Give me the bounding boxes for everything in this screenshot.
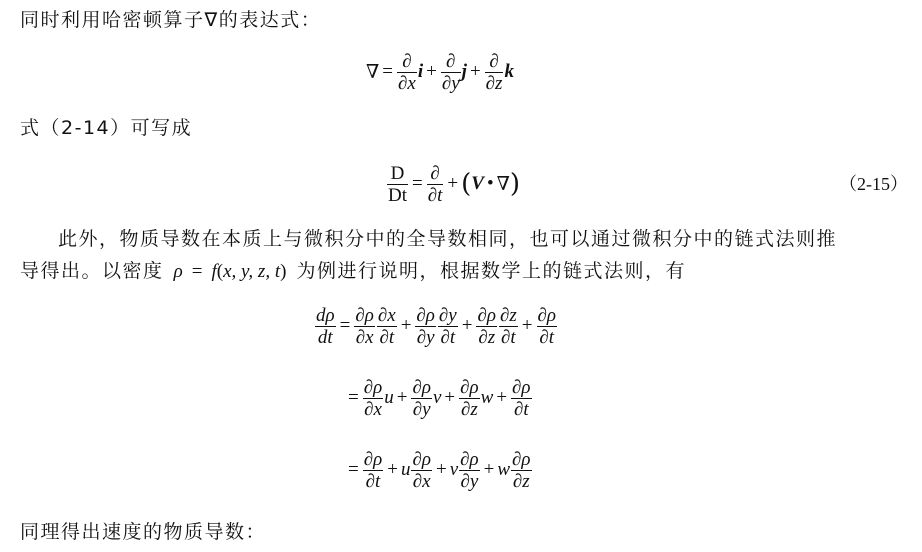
- unit-vector-j: j: [461, 61, 467, 82]
- equation-number: （2-15）: [839, 174, 908, 194]
- fraction-d-dy: $\frac{\partial}{\partial y}$: [441, 50, 460, 94]
- closing-text: 同理得出速度的物质导数：: [20, 521, 267, 543]
- density-function: f: [211, 261, 217, 282]
- fraction-d-dt: $\frac{\partial}{\partial t}$: [427, 162, 443, 206]
- chain-rule-line-2: = $\frac{\partial\rho}{\partial x}$ u + $\frac{\partial\rho}{\partial y}$ v + $\frac{\partial\rho}{\partial z}$ w + $\frac{\partial\rho}{\partial t}$: [348, 376, 531, 420]
- fraction-d-dz: $\frac{\partial}{\partial z}$: [485, 50, 503, 94]
- paragraph-line-2: 导得出。以密度 ρ = f(x, y, z, t) 为例进行说明，根据数学上的链式法则，有: [20, 260, 686, 282]
- velocity-vector: V: [471, 173, 484, 194]
- material-derivative-operator-equation: $\frac{D}{Dt}$ = $\frac{\partial}{\partial t}$ + ( V • ∇ ): [388, 162, 521, 206]
- unit-vector-k: k: [504, 61, 514, 82]
- fraction-drho-dt: $\frac{d\rho}{dt}$: [316, 304, 335, 348]
- fraction-d-dx: $\frac{\partial}{\partial x}$: [398, 50, 416, 94]
- density-symbol: ρ: [173, 261, 183, 282]
- nabla-symbol: ∇: [366, 61, 380, 83]
- unit-vector-i: i: [417, 61, 424, 82]
- fraction-D-Dt: $\frac{D}{Dt}$: [388, 162, 407, 206]
- chain-rule-line-1: $\frac{d\rho}{dt}$ = $\frac{\partial\rho}{\partial x}$ $\frac{\partial x}{\partial t}$ + $\frac{\partial\rho}{\partial y}$ $\frac{\partial y}{\partial t}$ + $\frac{\partial\rho}{\partial z}$ $\frac{\partial z}{\partial t}$ + $\frac{\partial\rho}{\partial t}$: [316, 304, 557, 348]
- nabla-equation: ∇ = $\frac{\partial}{\partial x}$ i + $\frac{\partial}{\partial y}$ j + $\frac{\partial}{\partial z}$ k: [366, 50, 514, 94]
- chain-rule-line-3: = $\frac{\partial\rho}{\partial t}$ + u $\frac{\partial\rho}{\partial x}$ + v $\frac{\partial\rho}{\partial y}$ + w $\frac{\partial\rho}{\partial z}$: [348, 448, 531, 492]
- paragraph-line-1: 此外，物质导数在本质上与微积分中的全导数相同，也可以通过微积分中的链式法则推: [58, 228, 838, 250]
- intro-text: 同时利用哈密顿算子∇的表达式：: [20, 9, 322, 31]
- density-args: x, y, z, t: [223, 261, 281, 282]
- rewrite-text: 式（2-14）可写成: [20, 117, 193, 139]
